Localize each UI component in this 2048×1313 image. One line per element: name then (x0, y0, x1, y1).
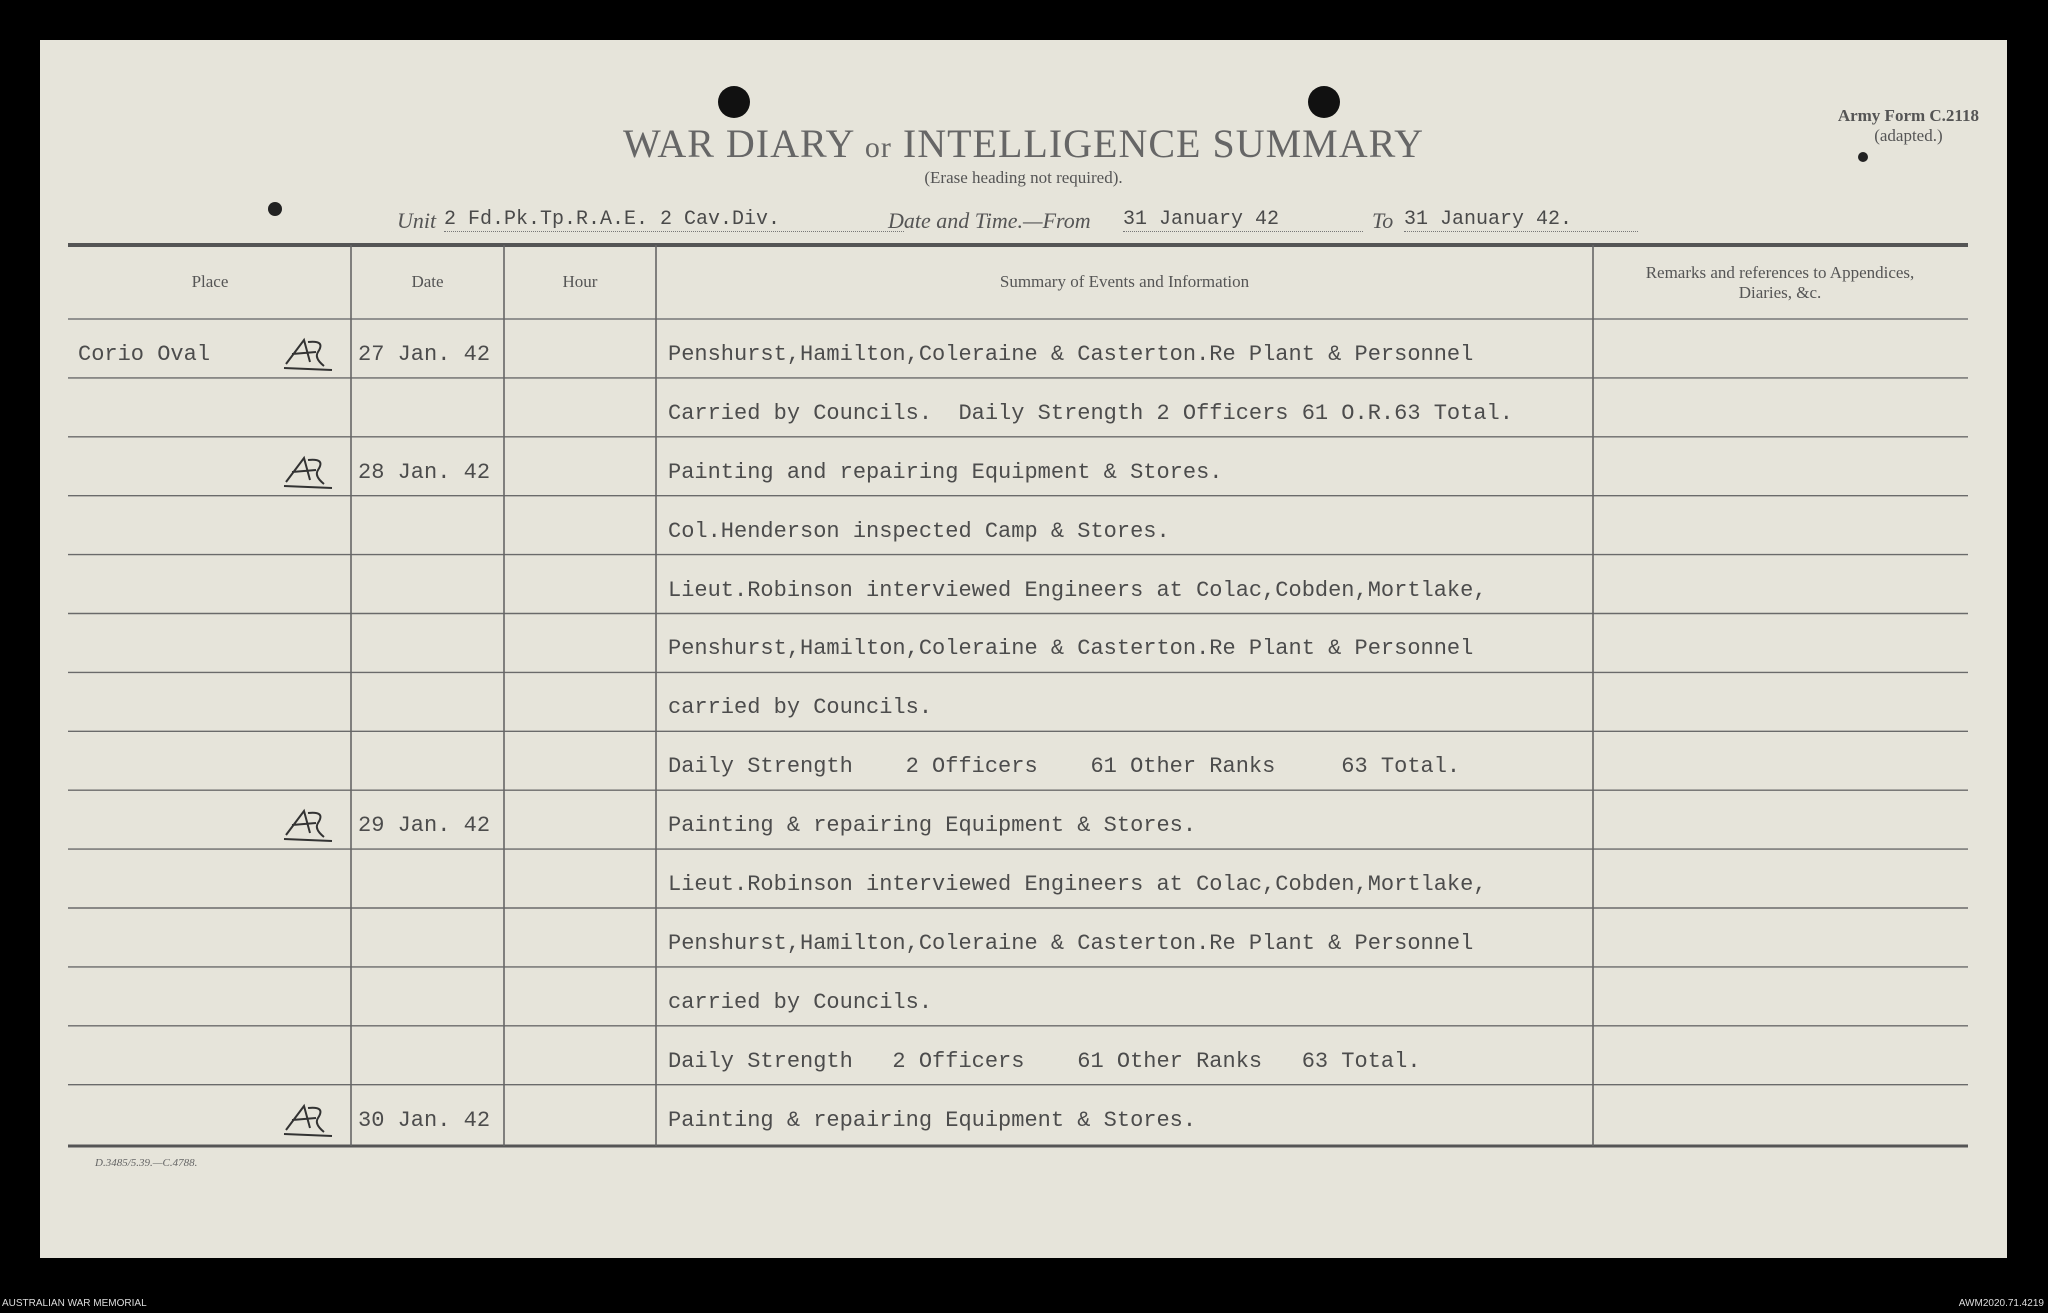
summary-cell: carried by Councils. (668, 695, 933, 720)
summary-cell: Lieut.Robinson interviewed Engineers at Colac,Cobden,Mortlake, (668, 872, 1487, 897)
handwritten-initials (280, 805, 336, 845)
place-cell: Corio Oval (78, 342, 211, 367)
summary-cell: Daily Strength 2 Officers 61 Other Ranks 63 Total. (668, 754, 1461, 779)
summary-cell: carried by Councils. (668, 990, 933, 1015)
summary-cell: Painting and repairing Equipment & Stores. (668, 460, 1223, 485)
summary-cell: Carried by Councils. Daily Strength 2 Officers 61 O.R.63 Total. (668, 401, 1513, 426)
date-cell: 29 Jan. 42 (358, 813, 491, 838)
handwritten-initials (280, 334, 336, 374)
col-header-summary: Summary of Events and Information (999, 272, 1250, 291)
summary-cell: Col.Henderson inspected Camp & Stores. (668, 519, 1170, 544)
unit-label: Unit (397, 208, 437, 233)
form-print-code: D.3485/5.39.—C.4788. (95, 1157, 198, 1169)
unit-value: 2 Fd.Pk.Tp.R.A.E. 2 Cav.Div. (444, 208, 904, 232)
summary-cell: Penshurst,Hamilton,Coleraine & Casterton.Re Plant & Personnel (668, 342, 1474, 367)
date-cell: 27 Jan. 42 (358, 342, 491, 367)
archive-caption-left: AUSTRALIAN WAR MEMORIAL (2, 1298, 147, 1309)
handwritten-initials (280, 1100, 336, 1140)
col-header-place: Place (191, 272, 229, 291)
to-label: To (1372, 208, 1394, 233)
summary-cell: Penshurst,Hamilton,Coleraine & Casterton.Re Plant & Personnel (668, 931, 1474, 956)
title-part2: INTELLIGENCE SUMMARY (902, 121, 1424, 166)
title-or: or (864, 131, 892, 164)
army-form-note: (adapted.) (1874, 126, 1943, 145)
handwritten-initials (280, 452, 336, 492)
summary-cell: Lieut.Robinson interviewed Engineers at Colac,Cobden,Mortlake, (668, 578, 1487, 603)
title-part1: WAR DIARY (623, 121, 854, 166)
date-from: 31 January 42 (1123, 208, 1363, 232)
col-header-hour: Hour (562, 272, 598, 291)
summary-cell: Daily Strength 2 Officers 61 Other Ranks 63 Total. (668, 1049, 1421, 1074)
date-label: Date and Time.—From (888, 208, 1091, 233)
army-form-number: Army Form C.2118 (1837, 106, 1979, 125)
col-header-date: Date (411, 272, 444, 291)
diary-page (40, 40, 2007, 1258)
date-cell: 28 Jan. 42 (358, 460, 491, 485)
summary-cell: Painting & repairing Equipment & Stores. (668, 813, 1197, 838)
summary-cell: Painting & repairing Equipment & Stores. (668, 1108, 1197, 1133)
archive-caption-right: AWM2020.71.4219 (1958, 1298, 2044, 1309)
date-to: 31 January 42. (1404, 208, 1638, 232)
col-header-remarks: Remarks and references to Appendices, Diaries, &c. (1645, 263, 1915, 302)
summary-cell: Penshurst,Hamilton,Coleraine & Casterton.Re Plant & Personnel (668, 636, 1474, 661)
date-cell: 30 Jan. 42 (358, 1108, 491, 1133)
page-subtitle: (Erase heading not required). (924, 168, 1123, 187)
